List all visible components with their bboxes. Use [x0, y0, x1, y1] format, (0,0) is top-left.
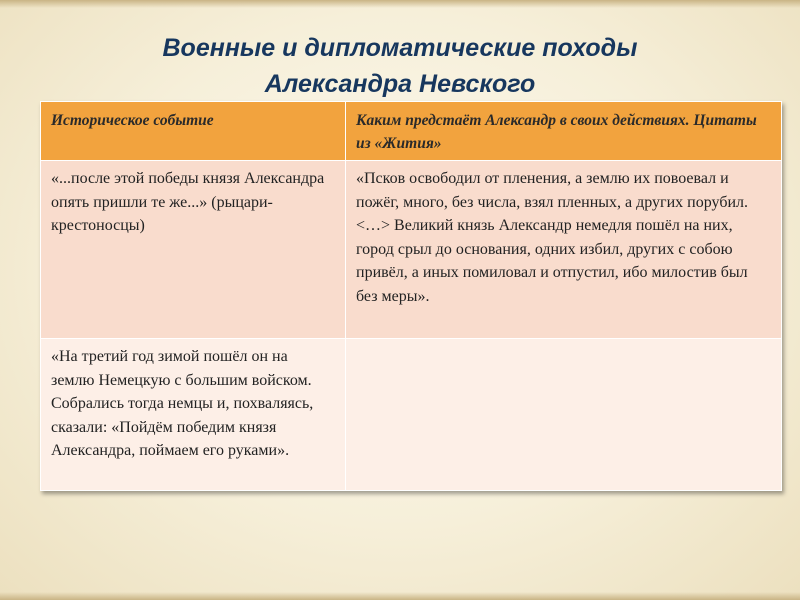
slide-title: [0, 30, 800, 102]
quote-cell-empty: [346, 339, 782, 491]
header-alexander-quotes: Каким предстаёт Александр в своих действиях. Цитаты из «Жития»: [346, 102, 782, 161]
event-cell: «...после этой победы князя Александра опять пришли те же...» (рыцари-крестоносцы): [41, 161, 346, 339]
quote-cell: «Псков освободил от пленения, а землю их повоевал и пожёг, много, без числа, взял пленных, а других порубил. <…> Великий князь Александр немедля пошёл на них, город срыл до основания, одних избил, других с собою привёл, а иных помиловал и отпустил, ибо милостив был без меры».: [346, 161, 782, 339]
event-cell: «На третий год зимой пошёл он на землю Немецкую с большим войском. Собрались тогда немцы и, похваляясь, сказали: «Пойдём победим князя Александра, поймаем его руками».: [41, 339, 346, 491]
slide-title-line-2: Александра Невского: [264, 70, 536, 98]
slide-top-edge: [0, 0, 800, 8]
table-row: [41, 161, 782, 339]
campaigns-table: [40, 101, 782, 491]
header-historical-event: Историческое событие: [41, 102, 346, 161]
slide-bottom-edge: [0, 592, 800, 600]
slide-title-line-1: Военные и дипломатические походы: [162, 34, 638, 62]
table-header-row: [41, 102, 782, 161]
table-row: [41, 339, 782, 491]
